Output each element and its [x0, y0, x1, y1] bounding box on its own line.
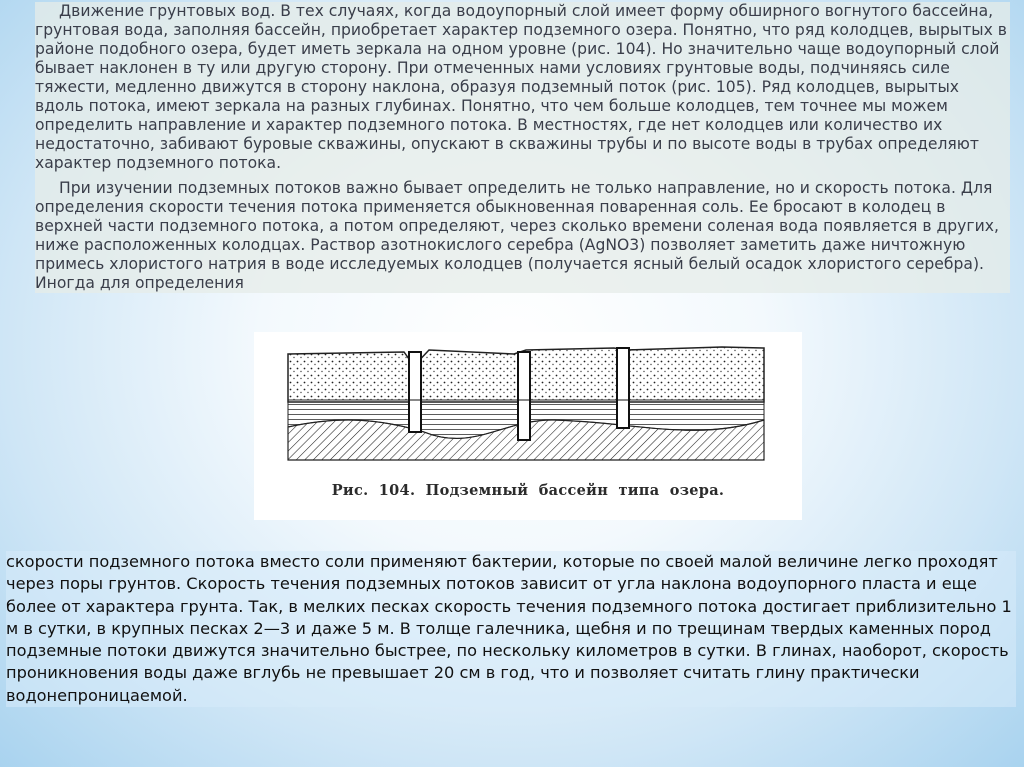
top-text-block: [35, 2, 1010, 293]
well-1: [409, 352, 421, 432]
paragraph-bacteria-method: скорости подземного потока вместо соли применяют бактерии, которые по своей малой величине легко проходят через поры грунтов. Скорость течения подземных потоков зависит от угла наклона водоупорного пласта и еще более от характера грунта. Так, в мелких песках скорость течения подземного потока достигает приблизительно 1 м в сутки, в крупных песках 2—3 и даже 5 м. В толще галечника, щебня и по трещинам твердых каменных пород подземные потоки движутся значительно быстрее, по нескольку километров в сутки. В глинах, наоборот, скорость проникновения воды даже вглубь не превышает 20 см в год, что и позволяет считать глину практически водонепроницаемой.: [6, 552, 1012, 705]
figure-caption: Рис. 104. Подземный бассейн типа озера.: [331, 482, 725, 499]
figure-104: [254, 332, 802, 520]
well-2: [518, 352, 530, 440]
paragraph-groundwater-movement: Движение грунтовых вод. В тех случаях, когда водоупорный слой имеет форму обширного вогнутого бассейна, грунтовая вода, заполняя бассейн, приобретает характер подземного озера. Понятно, что ряд колодцев, вырытых в районе подобного озера, будет иметь зеркала на одном уровне (рис. 104). Но значительно чаще водоупорный слой бывает наклонен в ту или другую сторону. При отмеченных нами условиях грунтовые воды, подчиняясь силе тяжести, медленно движутся в сторону наклона, образуя подземный поток (рис. 105). Ряд колодцев, вырытых вдоль потока, имеют зеркала на разных глубинах. Понятно, что чем больше колодцев, тем точнее мы можем определить направление и характер подземного потока. В местностях, где нет колодцев или количество их недостаточно, забивают буровые скважины, опускают в скважины трубы и по высоте воды в трубах определяют характер подземного потока.: [35, 2, 1007, 172]
bottom-text-block: [6, 551, 1016, 707]
well-3: [617, 348, 629, 428]
paragraph-flow-speed: При изучении подземных потоков важно бывает определить не только направление, но и скорость потока. Для определения скорости течения потока применяется обыкновенная поваренная соль. Ее бросают в колодец в верхней части подземного потока, а потом определяют, через сколько времени соленая вода появляется в других, ниже расположенных колодцах. Раствор азотнокислого серебра (AgNO3) позволяет заметить даже ничтожную примесь хлористого натрия в воде исследуемых колодцев (получается ясный белый осадок хлористого серебра). Иногда для определения: [35, 179, 999, 292]
